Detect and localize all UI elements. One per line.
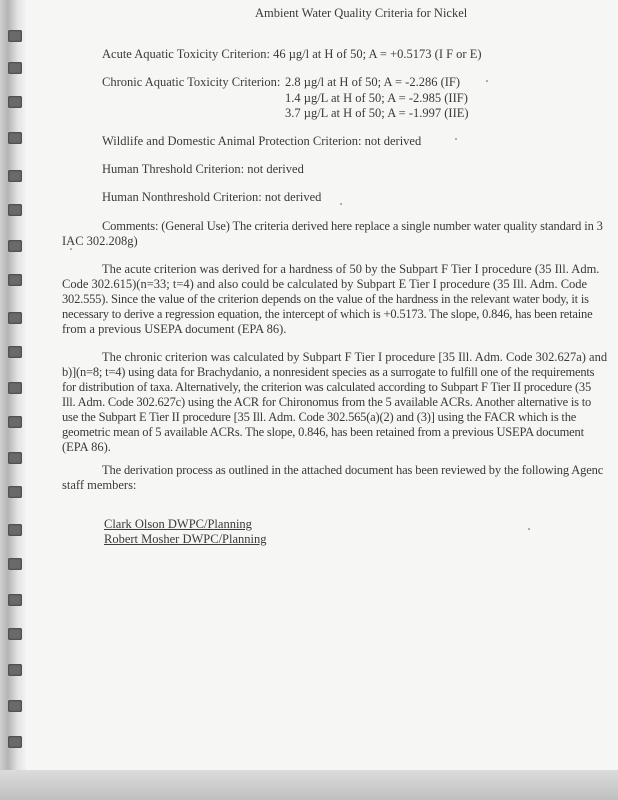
chronic-paragraph-line: The chronic criterion was calculated by Subpart F Tier I procedure [35 Ill. Adm. Code 302.627a) and xyxy=(102,350,608,364)
punch-hole xyxy=(8,312,22,324)
punch-hole xyxy=(8,204,22,216)
wildlife-criterion: Wildlife and Domestic Animal Protection Criterion: not derived xyxy=(102,134,422,148)
acute-criterion: Acute Aquatic Toxicity Criterion: 46 µg/l at H of 50; A = +0.5173 (I F or E) xyxy=(102,47,482,61)
acute-paragraph-line: necessary to derive a regression equation, the intercept of which is +0.5173. The slope, 0.846, has been retaine xyxy=(62,307,593,321)
scan-bottom-edge xyxy=(0,770,618,800)
punch-hole xyxy=(8,170,22,182)
chronic-paragraph-line: geometric mean of 5 available ACRs. The slope, 0.846, has been retained from a previous USEPA document xyxy=(62,425,584,439)
chronic-paragraph-line: use the Subpart E Tier II procedure [35 Ill. Adm. Code 302.565(a)(2) and (3)] using the FACR which is the xyxy=(62,410,577,424)
punch-hole xyxy=(8,346,22,358)
scan-speck xyxy=(486,80,488,82)
chronic-paragraph-line: b)](n=8; t=4) using data for Brachydanio, a nonresident species as a surrogate to fulfill one of the requirements xyxy=(62,365,595,379)
punch-hole xyxy=(8,382,22,394)
chronic-paragraph-line: (EPA 86). xyxy=(62,440,111,454)
scan-speck xyxy=(340,203,342,205)
acute-paragraph-line: 302.555). Since the value of the criterion depends on the value of the hardness in the relevant water body, it is xyxy=(62,292,589,306)
punch-hole xyxy=(8,452,22,464)
document-title: Ambient Water Quality Criteria for Nickel xyxy=(255,6,468,20)
chronic-paragraph-line: for distribution of taxa. Alternatively, the criterion was calculated according to Subpart F Tier II procedure (35 xyxy=(62,380,592,394)
human-threshold-criterion: Human Threshold Criterion: not derived xyxy=(102,162,304,176)
punch-hole xyxy=(8,736,22,748)
punch-hole xyxy=(8,558,22,570)
reviewer-name: Robert Mosher DWPC/Planning xyxy=(104,532,267,546)
acute-paragraph-line: Code 302.615)(n=33; t=4) and also could be calculated by Subpart E Tier I procedure (35 Ill. Adm. Code xyxy=(62,277,588,291)
chronic-paragraph-line: Ill. Adm. Code 302.627c) using the ACR for Chironomus from the 5 available ACRs. Another alternative is to xyxy=(62,395,592,409)
comments-line: Comments: (General Use) The criteria derived here replace a single number water quality standard in 3 xyxy=(102,219,603,233)
chronic-criterion-line: 2.8 µg/l at H of 50; A = -2.286 (IF) xyxy=(285,75,461,89)
punch-hole xyxy=(8,524,22,536)
scan-speck xyxy=(455,138,457,140)
acute-paragraph-line: The acute criterion was derived for a hardness of 50 by the Subpart F Tier I procedure (35 Ill. Adm. xyxy=(102,262,600,276)
punch-hole xyxy=(8,274,22,286)
review-paragraph-line: staff members: xyxy=(62,478,137,492)
comments-line: IAC 302.208g) xyxy=(62,234,138,248)
reviewer-name: Clark Olson DWPC/Planning xyxy=(104,517,252,531)
chronic-criterion-line: 3.7 µg/L at H of 50; A = -1.997 (IIE) xyxy=(285,106,469,120)
punch-hole xyxy=(8,62,22,74)
punch-hole xyxy=(8,30,22,42)
punch-hole xyxy=(8,96,22,108)
punch-hole xyxy=(8,700,22,712)
human-nonthreshold-criterion: Human Nonthreshold Criterion: not derived xyxy=(102,190,322,204)
scan-speck xyxy=(70,248,72,250)
punch-hole xyxy=(8,132,22,144)
punch-hole xyxy=(8,416,22,428)
binding-edge xyxy=(0,0,26,770)
chronic-criterion-label: Chronic Aquatic Toxicity Criterion: xyxy=(102,75,281,89)
punch-hole xyxy=(8,486,22,498)
punch-hole xyxy=(8,628,22,640)
review-paragraph-line: The derivation process as outlined in the attached document has been reviewed by the following Agenc xyxy=(102,463,604,477)
acute-paragraph-line: from a previous USEPA document (EPA 86). xyxy=(62,322,287,336)
chronic-criterion-line: 1.4 µg/L at H of 50; A = -2.985 (IIF) xyxy=(285,91,468,105)
punch-hole xyxy=(8,594,22,606)
punch-hole xyxy=(8,664,22,676)
scan-speck xyxy=(528,528,530,530)
punch-hole xyxy=(8,240,22,252)
